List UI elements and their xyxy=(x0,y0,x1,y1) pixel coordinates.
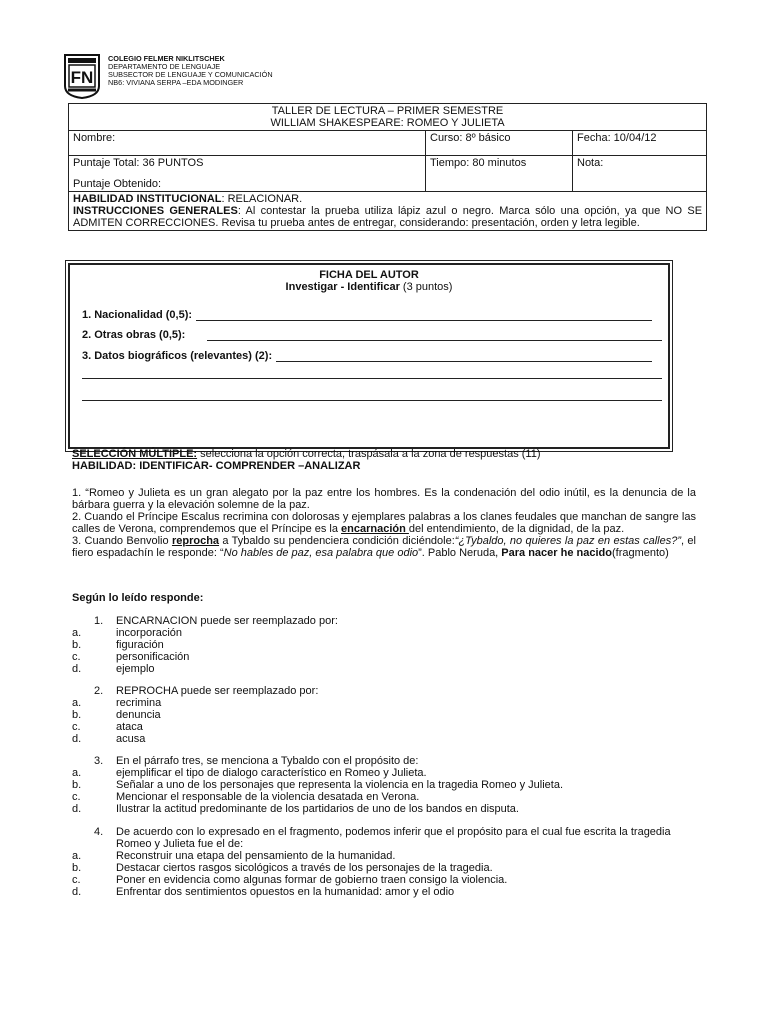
question-option[interactable]: c. personificación xyxy=(72,651,190,663)
ficha-item-otras-obras[interactable]: 2. Otras obras (0,5): xyxy=(82,329,662,341)
instrucciones-text: : Al contestar la prueba utiliza lápiz azul o negro. Marca sólo una opción, ya que NO SE ADMITEN CORRECCIONES. Revisa tu prueba antes de entregar, considerando: presentación, orden y letra legible. xyxy=(73,205,703,229)
school-name: COLEGIO FELMER NIKLITSCHEK xyxy=(108,54,225,63)
seleccion-text: selecciona la opción correcta, traspásala a la zona de respuestas (11) xyxy=(197,448,541,460)
school-level: NB6: VIVIANA SERPA –EDA MODINGER xyxy=(108,78,244,87)
ficha-blank-line[interactable] xyxy=(82,378,662,379)
question-option[interactable]: b. denuncia xyxy=(72,709,161,721)
question-option[interactable]: a. ejemplificar el tipo de dialogo característico en Romeo y Julieta. xyxy=(72,767,427,779)
instrucciones-label: INSTRUCCIONES GENERALES xyxy=(73,205,238,217)
instructions-cell xyxy=(69,192,707,231)
seleccion-section xyxy=(72,448,708,472)
question-option[interactable]: d. ejemplo xyxy=(72,663,155,675)
puntaje-obtenido-field[interactable]: Puntaje Obtenido: xyxy=(73,178,162,190)
ficha-item-nacionalidad[interactable]: 1. Nacionalidad (0,5): xyxy=(82,309,662,321)
ficha-title: FICHA DEL AUTOR xyxy=(319,269,419,281)
school-department: DEPARTAMENTO DE LENGUAJE xyxy=(108,62,221,71)
question-number: 2. xyxy=(94,685,104,697)
question-option[interactable]: d. Enfrentar dos sentimientos opuestos en la humanidad: amor y el odio xyxy=(72,886,455,898)
nota-field[interactable]: Nota: xyxy=(573,156,707,192)
reading-passage xyxy=(72,487,696,559)
ficha-autor-box xyxy=(68,263,670,449)
reading-paragraph-1: 1. “Romeo y Julieta es un gran alegato por la paz entre los hombres. Es la condenación del odio inútil, es la denuncia de la bárbara guerra y la elevación solemne de la paz. xyxy=(72,487,696,511)
question-option[interactable]: a. recrimina xyxy=(72,697,162,709)
nombre-field[interactable]: Nombre: xyxy=(69,131,426,156)
question-option[interactable]: b. Señalar a uno de los personajes que representa la violencia en la tragedia Romeo y Julieta. xyxy=(72,779,564,791)
puntaje-total: Puntaje Total: 36 PUNTOS xyxy=(73,157,204,169)
question-option[interactable]: b. figuración xyxy=(72,639,164,651)
question-option[interactable]: a. incorporación xyxy=(72,627,183,639)
exam-header-table xyxy=(68,103,707,231)
segun-heading: Según lo leído responde: xyxy=(72,592,204,604)
question-number: 1. xyxy=(94,615,104,627)
question-stem: REPROCHA puede ser reemplazado por: xyxy=(116,685,319,697)
habilidad-value: : RELACIONAR. xyxy=(221,193,303,205)
question-option[interactable]: c. Poner en evidencia como algunas formar de gobierno traen consigo la violencia. xyxy=(72,874,508,886)
question-stem: En el párrafo tres, se menciona a Tybaldo con el propósito de: xyxy=(116,755,419,767)
logo-letters: FN xyxy=(70,68,94,87)
question-number: 3. xyxy=(94,755,104,767)
school-subsector: SUBSECTOR DE LENGUAJE Y COMUNICACIÓN xyxy=(108,70,273,79)
question-option[interactable]: b. Destacar ciertos rasgos sicológicos a través de los personajes de la tragedia. xyxy=(72,862,493,874)
question-4 xyxy=(72,826,708,898)
question-option[interactable]: c. ataca xyxy=(72,721,143,733)
question-option[interactable]: c. Mencionar el responsable de la violencia desatada en Verona. xyxy=(72,791,420,803)
exam-title: TALLER DE LECTURA – PRIMER SEMESTRE xyxy=(271,105,504,117)
question-option[interactable]: d. acusa xyxy=(72,733,146,745)
question-stem: De acuerdo con lo expresado en el fragmento, podemos inferir que el propósito para el cual fue escrita la tragedia Romeo y Julieta fue el de: xyxy=(116,826,671,850)
question-option[interactable]: d. Ilustrar la actitud predominante de los partidarios de uno de los bandos en disputa. xyxy=(72,803,519,815)
fecha-field: Fecha: 10/04/12 xyxy=(573,131,707,156)
ficha-subtitle: Investigar - Identificar (3 puntos) xyxy=(285,281,453,293)
reading-paragraph-3: 3. Cuando Benvolio reprocha a Tybaldo su pendenciera condición diciéndole:“¿Tybaldo, no quieres la paz en estas calles?”, el fiero espadachín le responde: “No hables de paz, esa palabra que odio”. Pablo Neruda, Para nacer he nacido(fragmento) xyxy=(72,535,696,559)
question-number: 4. xyxy=(94,826,104,838)
school-logo xyxy=(62,52,102,100)
ficha-blank-line[interactable] xyxy=(82,400,662,401)
question-stem: ENCARNACION puede ser reemplazado por: xyxy=(116,615,338,627)
seleccion-habilidad: HABILIDAD: IDENTIFICAR- COMPRENDER –ANALIZAR xyxy=(72,460,361,472)
habilidad-label: HABILIDAD INSTITUCIONAL xyxy=(73,193,222,205)
curso-field: Curso: 8º básico xyxy=(426,131,573,156)
reading-paragraph-2: 2. Cuando el Príncipe Escalus recrimina con dolorosas y ejemplares palabras a los clanes feudales que manchan de sangre las calles de Verona, comprendemos que el Príncipe es la encarnación del entendimiento, de la dignidad, de la paz. xyxy=(72,511,696,535)
question-1 xyxy=(72,615,708,675)
question-2 xyxy=(72,685,708,745)
exam-title-cell xyxy=(69,104,707,131)
puntaje-cell xyxy=(69,156,426,192)
question-3 xyxy=(72,755,708,815)
exam-subtitle: WILLIAM SHAKESPEARE: ROMEO Y JULIETA xyxy=(270,117,505,129)
seleccion-label: SELECCIÓN MÚLTIPLE: xyxy=(72,448,198,460)
question-option[interactable]: a. Reconstruir una etapa del pensamiento de la humanidad. xyxy=(72,850,396,862)
tiempo-field: Tiempo: 80 minutos xyxy=(426,156,573,192)
school-info xyxy=(108,55,273,87)
ficha-item-datos-biograficos[interactable]: 3. Datos biográficos (relevantes) (2): xyxy=(82,350,662,362)
